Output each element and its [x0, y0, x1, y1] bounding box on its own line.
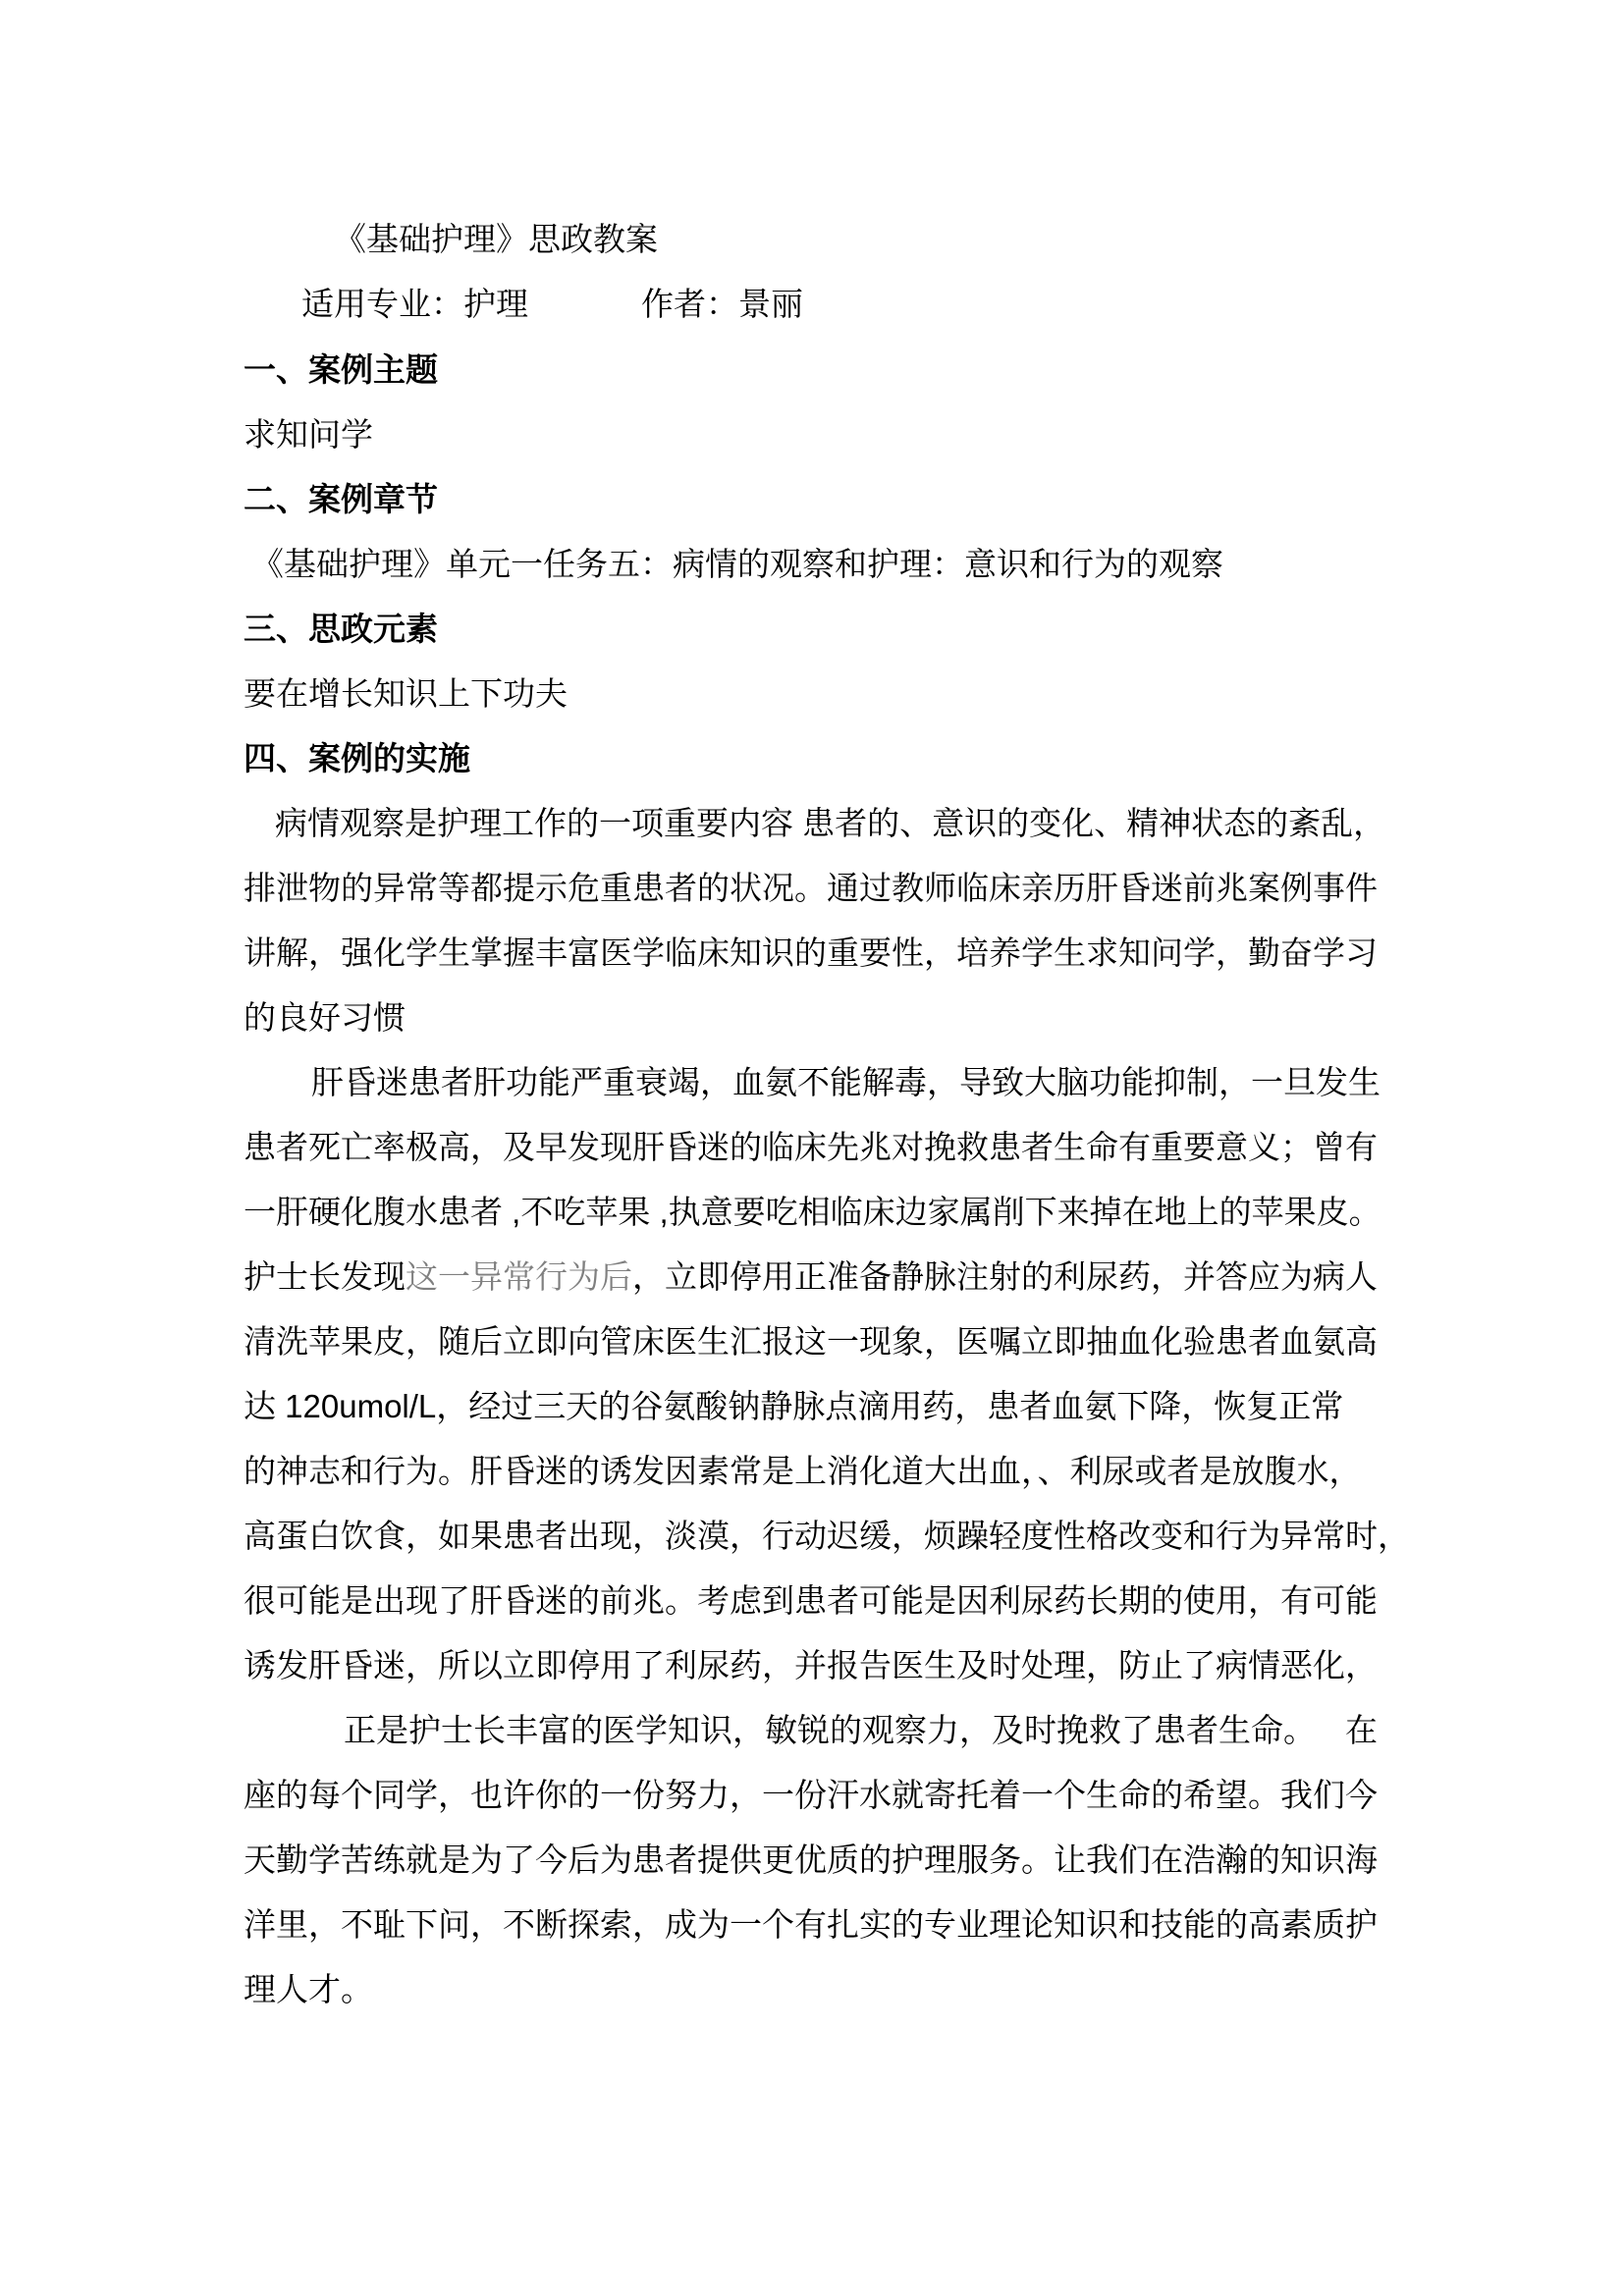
text-line [244, 921, 1624, 986]
text-segment: 患者死亡率极高，及早发现肝昏迷的临床先兆对挽救患者生命有重要意义；曾有 [244, 1129, 1378, 1165]
text-segment: 四、案例的实施 [244, 740, 470, 776]
section-heading [244, 338, 1624, 402]
text-line [244, 1698, 1624, 1763]
text-segment: 二、案例章节 [244, 481, 438, 517]
text-line [244, 1633, 1624, 1698]
section-heading [244, 467, 1624, 532]
text-line [244, 1180, 1624, 1245]
text-line [244, 1504, 1624, 1569]
text-line [244, 1828, 1624, 1893]
text-segment: 作者：景丽 [641, 288, 803, 323]
text-segment: 肝昏迷患者肝功能严重衰竭，血氨不能解毒，导致大脑功能抑制，一旦发生 [311, 1064, 1380, 1100]
text-line [244, 1115, 1624, 1180]
text-segment: 一、案例主题 [244, 351, 438, 388]
text-segment: 三、思政元素 [244, 611, 438, 647]
text-segment: 《基础护理》思政教案 [334, 223, 658, 258]
section-heading [244, 597, 1624, 662]
text-line [244, 532, 1624, 597]
document-title [244, 208, 1624, 273]
text-segment: 理人才。 [244, 1971, 373, 2007]
text-segment: 的良好习惯 [244, 999, 406, 1036]
text-line [244, 791, 1624, 856]
text-segment: 座的每个同学，也许你的一份努力，一份汗水就寄托着一个生命的希望。我们今 [244, 1777, 1378, 1813]
text-gap [1316, 1740, 1345, 1741]
gray-text-segment: 这一异常行为后 [406, 1258, 632, 1295]
text-segment: 诱发肝昏迷，所以立即停用了利尿药，并报告医生及时处理，防止了病情恶化， [244, 1647, 1378, 1683]
text-segment: 天勤学苦练就是为了今后为患者提供更优质的护理服务。让我们在浩瀚的知识海 [244, 1842, 1378, 1878]
text-segment: 讲解，强化学生掌握丰富医学临床知识的重要性，培养学生求知问学，勤奋学习 [244, 934, 1378, 971]
text-line [244, 1245, 1624, 1309]
text-line [244, 1309, 1624, 1374]
text-segment: 求知问学 [244, 416, 373, 453]
text-segment: ，立即停用正准备静脉注射的利尿药，并答应为病人 [632, 1258, 1378, 1295]
text-segment: 高蛋白饮食，如果患者出现，淡漠，行动迟缓，烦躁轻度性格改变和行为异常时， [244, 1518, 1410, 1554]
document-byline [244, 273, 1624, 338]
text-segment: 病情观察是护理工作的一项重要内容 患者的、意识的变化、精神状态的紊乱， [275, 805, 1386, 841]
text-segment: 排泄物的异常等都提示危重患者的状况。通过教师临床亲历肝昏迷前兆案例事件 [244, 870, 1378, 906]
text-segment: 洋里，不耻下问，不断探索，成为一个有扎实的专业理论知识和技能的高素质护 [244, 1906, 1378, 1943]
text-segment: 正是护士长丰富的医学知识，敏锐的观察力，及时挽救了患者生命。 [344, 1712, 1316, 1748]
text-segment: 适用专业：护理 [301, 288, 528, 323]
text-gap [528, 314, 641, 315]
text-line [244, 986, 1624, 1050]
text-line [244, 1439, 1624, 1504]
text-line [244, 402, 1624, 467]
text-line [244, 1893, 1624, 1957]
text-line [244, 662, 1624, 726]
text-segment: 在 [1345, 1712, 1378, 1748]
section-heading [244, 726, 1624, 791]
text-line [244, 1374, 1624, 1439]
text-segment: 要在增长知识上下功夫 [244, 675, 568, 712]
text-segment: 很可能是出现了肝昏迷的前兆。考虑到患者可能是因利尿药长期的使用，有可能 [244, 1582, 1378, 1619]
text-line [244, 1763, 1624, 1828]
text-segment: 《基础护理》单元一任务五：病情的观察和护理：意识和行为的观察 [251, 546, 1223, 582]
text-segment: 达 120umol/L，经过三天的谷氨酸钠静脉点滴用药，患者血氨下降，恢复正常 [244, 1388, 1344, 1424]
text-line [244, 1957, 1624, 2022]
text-segment: 一肝硬化腹水患者 ,不吃苹果 ,执意要吃相临床边家属削下来掉在地上的苹果皮。 [244, 1194, 1381, 1230]
text-line [244, 1569, 1624, 1633]
text-segment: 清洗苹果皮，随后立即向管床医生汇报这一现象，医嘱立即抽血化验患者血氨高 [244, 1323, 1378, 1360]
text-segment: 护士长发现 [244, 1258, 406, 1295]
text-line [244, 1050, 1624, 1115]
text-line [244, 856, 1624, 921]
text-segment: 的神志和行为。肝昏迷的诱发因素常是上消化道大出血，、利尿或者是放腹水， [244, 1453, 1362, 1489]
